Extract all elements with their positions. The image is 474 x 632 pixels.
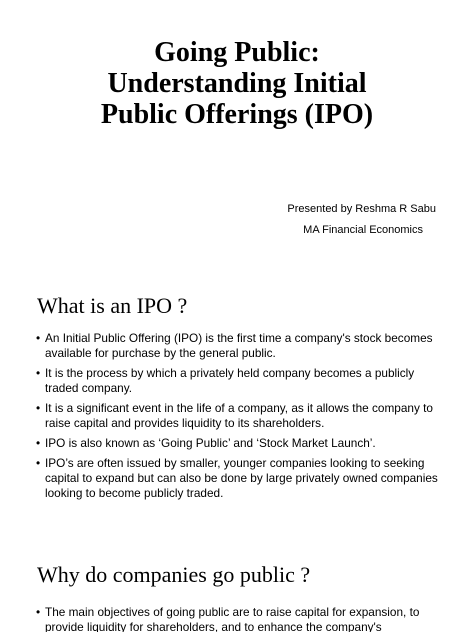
- title-line: Understanding Initial: [107, 68, 367, 99]
- presenter-info: [287, 199, 436, 241]
- presenter-name: Presented by Reshma R Sabu: [287, 203, 436, 215]
- title-slide: [0, 0, 474, 272]
- bullet-item: • It is the process by which a privately held company becomes a publicly traded company.: [36, 366, 446, 396]
- bullet-list: [36, 331, 446, 506]
- bullet-item: • An Initial Public Offering (IPO) is the first time a company's stock becomes available for purchase by the general public.: [36, 331, 446, 361]
- bullet-item: • IPO is also known as ‘Going Public’ and ‘Stock Market Launch’.: [36, 436, 446, 451]
- presentation-title: [0, 37, 474, 130]
- presenter-program: MA Financial Economics: [303, 224, 423, 236]
- why-go-public-slide: [0, 544, 474, 632]
- bullet-item: • IPO’s are often issued by smaller, younger companies looking to seeking capital to expand but can also be done by large privately owned companies looking to become publicly traded.: [36, 456, 446, 501]
- bullet-list: [36, 605, 446, 632]
- what-is-ipo-slide: [0, 272, 474, 544]
- slide-heading: Why do companies go public ?: [37, 562, 311, 587]
- title-line: Going Public:: [154, 37, 320, 68]
- bullet-item: • It is a significant event in the life of a company, as it allows the company to raise capital and provides liquidity to its shareholders.: [36, 401, 446, 431]
- bullet-item: • The main objectives of going public are to raise capital for expansion, to provide liquidity for shareholders, and to enhance the company's: [36, 605, 446, 632]
- slide-heading: What is an IPO ?: [37, 293, 188, 318]
- title-line: Public Offerings (IPO): [100, 99, 374, 130]
